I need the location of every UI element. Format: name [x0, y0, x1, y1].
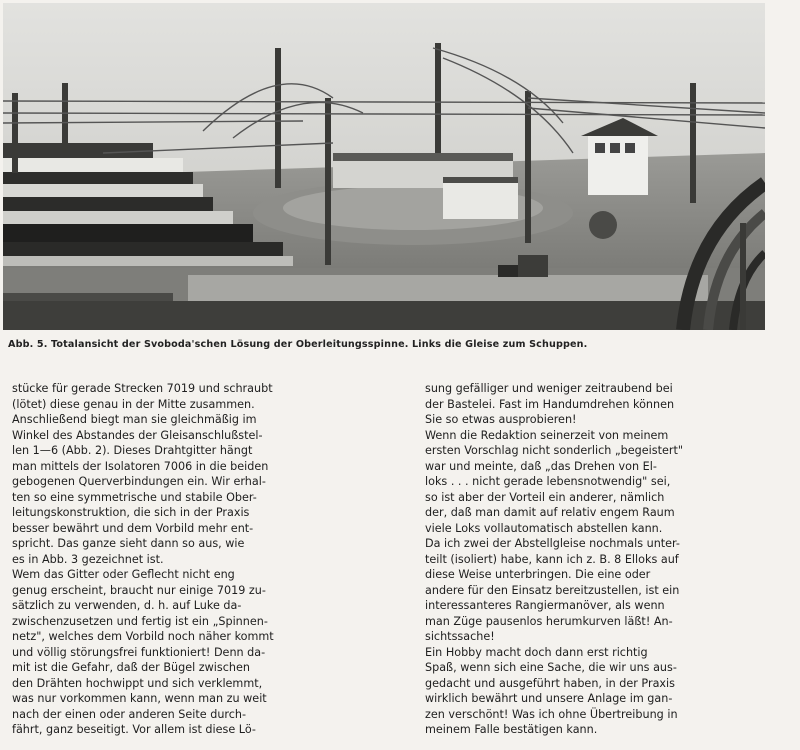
text-line: (lötet) diese genau in der Mitte zusammen.: [12, 397, 255, 411]
text-line: gebogenen Querverbindungen ein. Wir erhal-: [12, 475, 266, 488]
text-line: meinem Falle bestätigen kann.: [425, 723, 598, 736]
text-line: sung gefälliger und weniger zeitraubend bei: [425, 382, 673, 395]
text-line: zen verschönt! Was ich ohne Übertreibung in: [425, 707, 678, 721]
text-line: Winkel des Abstandes der Gleisanschlußstel-: [12, 428, 263, 442]
text-line: wirklich bewährt und unsere Anlage im gan-: [425, 692, 673, 705]
text-line: Wenn die Redaktion seinerzeit von meinem: [425, 428, 669, 442]
text-line: es in Abb. 3 gezeichnet ist.: [12, 552, 164, 566]
text-line: interessanteres Rangiermanöver, als wenn: [425, 599, 665, 612]
text-line: den Drähten hochwippt und sich verklemmt,: [12, 676, 263, 690]
model-railway-photo: [3, 3, 765, 330]
text-line: war und meinte, daß „das Drehen von El-: [425, 459, 657, 473]
text-line: stücke für gerade Strecken 7019 und schraubt: [12, 382, 273, 395]
text-line: besser bewährt und dem Vorbild mehr ent-: [12, 521, 254, 535]
text-line: Da ich zwei der Abstellgleise nochmals unter-: [425, 537, 680, 550]
figure-caption: Abb. 5. Totalansicht der Svoboda'schen Lösung der Oberleitungsspinne. Links die Gleise zum Schuppen.: [8, 339, 588, 350]
text-line: was nur vorkommen kann, wenn man zu weit: [12, 692, 267, 705]
text-line: Sie so etwas ausprobieren!: [425, 413, 577, 426]
text-line: man Züge pausenlos herumkurven läßt! An-: [425, 614, 673, 628]
text-line: spricht. Das ganze sieht dann so aus, wie: [12, 537, 245, 550]
text-line: zwischenzusetzen und fertig ist ein „Spinnen-: [12, 614, 268, 628]
text-line: Anschließend biegt man sie gleichmäßig im: [12, 413, 257, 426]
text-line: andere für den Einsatz bereitzustellen, ist ein: [425, 583, 680, 597]
text-line: netz", welches dem Vorbild noch näher kommt: [12, 630, 274, 643]
text-line: so ist aber der Vorteil ein anderer, nämlich: [425, 490, 665, 504]
text-line: Ein Hobby macht doch dann erst richtig: [425, 645, 648, 659]
text-line: genug erscheint, braucht nur einige 7019 zu-: [12, 583, 266, 597]
text-line: sätzlich zu verwenden, d. h. auf Luke da-: [12, 599, 242, 612]
text-line: fährt, ganz beseitigt. Vor allem ist diese Lö-: [12, 723, 256, 736]
text-line: loks . . . nicht gerade lebensnotwendig" sei,: [425, 475, 671, 488]
text-line: Wem das Gitter oder Geflecht nicht eng: [12, 568, 235, 581]
text-line: teilt (isoliert) habe, kann ich z. B. 8 Elloks auf: [425, 552, 679, 566]
text-line: viele Loks vollautomatisch abstellen kann.: [425, 521, 663, 535]
text-line: man mittels der Isolatoren 7006 in die beiden: [12, 459, 269, 473]
text-line: der, daß man damit auf relativ engem Raum: [425, 506, 675, 519]
text-column-left: [12, 381, 388, 738]
photo-illustration: [3, 3, 765, 330]
text-line: ten so eine symmetrische und stabile Ober-: [12, 490, 257, 504]
text-line: sichtssache!: [425, 630, 495, 643]
text-column-right: [425, 381, 770, 738]
text-line: und völlig störungsfrei funktioniert! Denn da-: [12, 645, 266, 659]
text-line: gedacht und ausgeführt haben, in der Praxis: [425, 676, 675, 690]
text-line: diese Weise unterbringen. Die eine oder: [425, 568, 651, 581]
text-line: len 1—6 (Abb. 2). Dieses Drahtgitter hängt: [12, 444, 253, 457]
text-line: ersten Vorschlag nicht sonderlich „begeistert": [425, 444, 683, 457]
text-line: nach der einen oder anderen Seite durch-: [12, 707, 247, 721]
text-line: der Bastelei. Fast im Handumdrehen können: [425, 397, 675, 411]
text-line: leitungskonstruktion, die sich in der Praxis: [12, 506, 250, 519]
text-line: mit ist die Gefahr, daß der Bügel zwischen: [12, 661, 250, 674]
text-line: Spaß, wenn sich eine Sache, die wir uns aus-: [425, 661, 677, 674]
